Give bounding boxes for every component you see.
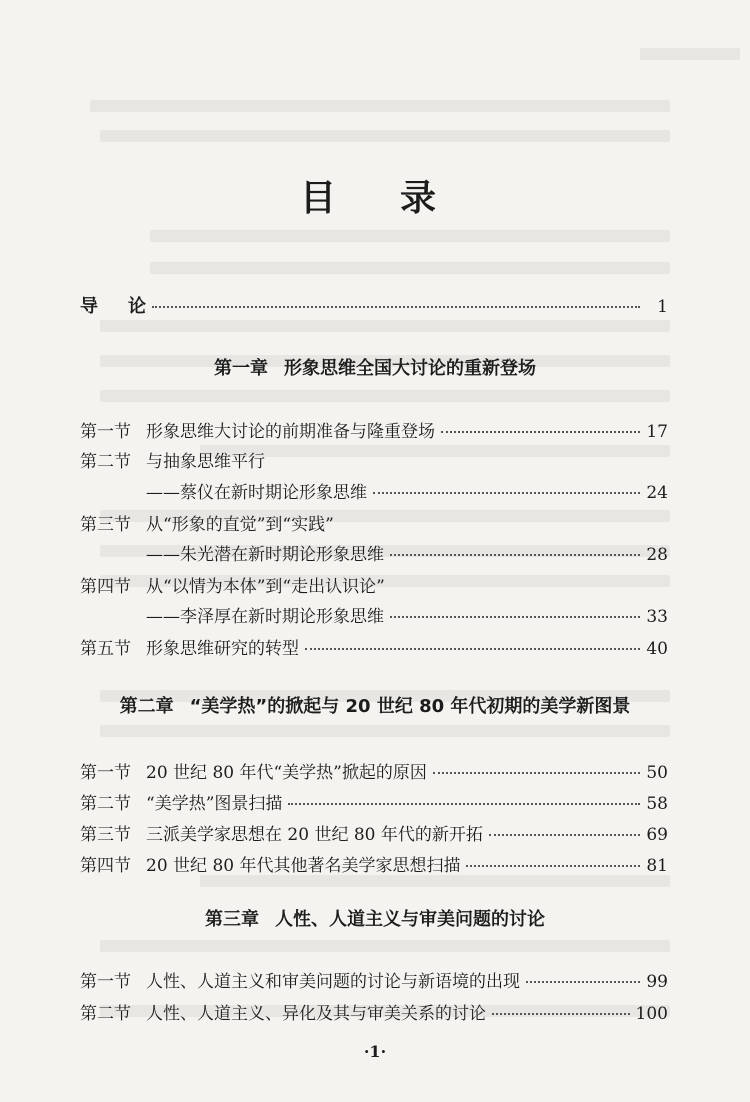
page-title: 目 录 xyxy=(299,178,450,219)
section-subtitle: ——朱光潜在新时期论形象思维 xyxy=(146,545,384,565)
toc-section-entry[interactable] xyxy=(80,789,668,814)
page-number: 24 xyxy=(646,483,668,503)
section-number: 第二节 xyxy=(80,452,131,472)
toc-section-entry[interactable] xyxy=(80,572,668,597)
page-number: 40 xyxy=(646,639,668,659)
page-number: 100 xyxy=(635,1004,668,1024)
leader-dots xyxy=(152,306,640,308)
page-number: 33 xyxy=(646,607,668,627)
section-number: 第五节 xyxy=(80,639,131,659)
toc-section-entry[interactable] xyxy=(80,820,668,845)
chapter-number: 第一章 xyxy=(214,358,268,379)
chapter-number: 第三章 xyxy=(205,909,259,930)
section-title: 形象思维大讨论的前期准备与隆重登场 xyxy=(146,422,435,442)
section-number: 第三节 xyxy=(80,825,131,845)
toc-subtitle-entry[interactable] xyxy=(146,478,668,503)
toc-section-entry[interactable] xyxy=(80,510,668,535)
section-number: 第二节 xyxy=(80,1004,131,1024)
chapter-heading[interactable] xyxy=(80,354,670,380)
page-number: 17 xyxy=(646,422,668,442)
chapter-number: 第二章 xyxy=(119,696,174,717)
intro-label: 导 论 xyxy=(80,296,152,317)
section-title: “美学热”图景扫描 xyxy=(146,794,283,814)
toc-subtitle-entry[interactable] xyxy=(146,602,668,627)
section-title: 从“形象的直觉”到“实践” xyxy=(146,515,334,535)
leader-dots xyxy=(526,981,640,983)
chapter-title: “美学热”的掀起与 20 世纪 80 年代初期的美学新图景 xyxy=(189,696,631,717)
leader-dots xyxy=(489,834,640,836)
section-title: 形象思维研究的转型 xyxy=(146,639,299,659)
section-number: 第一节 xyxy=(80,422,131,442)
chapter-heading[interactable] xyxy=(80,692,670,718)
section-title: 人性、人道主义、异化及其与审美关系的讨论 xyxy=(146,1004,486,1024)
leader-dots xyxy=(441,431,640,433)
leader-dots xyxy=(373,492,640,494)
toc-section-entry[interactable] xyxy=(80,634,668,659)
section-number: 第二节 xyxy=(80,794,131,814)
leader-dots xyxy=(433,772,640,774)
chapter-title: 形象思维全国大讨论的重新登场 xyxy=(284,358,536,379)
chapter-title: 人性、人道主义与审美问题的讨论 xyxy=(275,909,545,930)
section-number: 第四节 xyxy=(80,856,131,876)
section-title: 20 世纪 80 年代其他著名美学家思想扫描 xyxy=(146,856,461,876)
toc-section-entry[interactable] xyxy=(80,967,668,992)
toc-section-entry[interactable] xyxy=(80,758,668,783)
section-title: 人性、人道主义和审美问题的讨论与新语境的出现 xyxy=(146,972,520,992)
leader-dots xyxy=(390,616,640,618)
section-number: 第一节 xyxy=(80,763,131,783)
toc-section-entry[interactable] xyxy=(80,851,668,876)
page-number: 28 xyxy=(646,545,668,565)
section-number: 第一节 xyxy=(80,972,131,992)
page-number: 58 xyxy=(646,794,668,814)
toc-intro-entry[interactable] xyxy=(80,292,668,318)
leader-dots xyxy=(288,803,640,805)
page-number: 1 xyxy=(657,297,668,317)
page-number: 99 xyxy=(646,972,668,992)
leader-dots xyxy=(492,1013,630,1015)
section-title: 20 世纪 80 年代“美学热”掀起的原因 xyxy=(146,763,427,783)
leader-dots xyxy=(466,865,640,867)
leader-dots xyxy=(305,648,640,650)
page-number: 69 xyxy=(646,825,668,845)
page-footer-number: ·1· xyxy=(363,1042,387,1061)
section-title: 与抽象思维平行 xyxy=(146,452,265,472)
toc-subtitle-entry[interactable] xyxy=(146,540,668,565)
section-subtitle: ——李泽厚在新时期论形象思维 xyxy=(146,607,384,627)
leader-dots xyxy=(390,554,640,556)
section-number: 第三节 xyxy=(80,515,131,535)
toc-section-entry[interactable] xyxy=(80,447,668,472)
toc-section-entry[interactable] xyxy=(80,417,668,442)
section-number: 第四节 xyxy=(80,577,131,597)
page-number: 81 xyxy=(646,856,668,876)
chapter-heading[interactable] xyxy=(80,905,670,931)
page-number: 50 xyxy=(646,763,668,783)
section-subtitle: ——蔡仪在新时期论形象思维 xyxy=(146,483,367,503)
section-title: 三派美学家思想在 20 世纪 80 年代的新开拓 xyxy=(146,825,483,845)
toc-section-entry[interactable] xyxy=(80,999,668,1024)
section-title: 从“以情为本体”到“走出认识论” xyxy=(146,577,385,597)
